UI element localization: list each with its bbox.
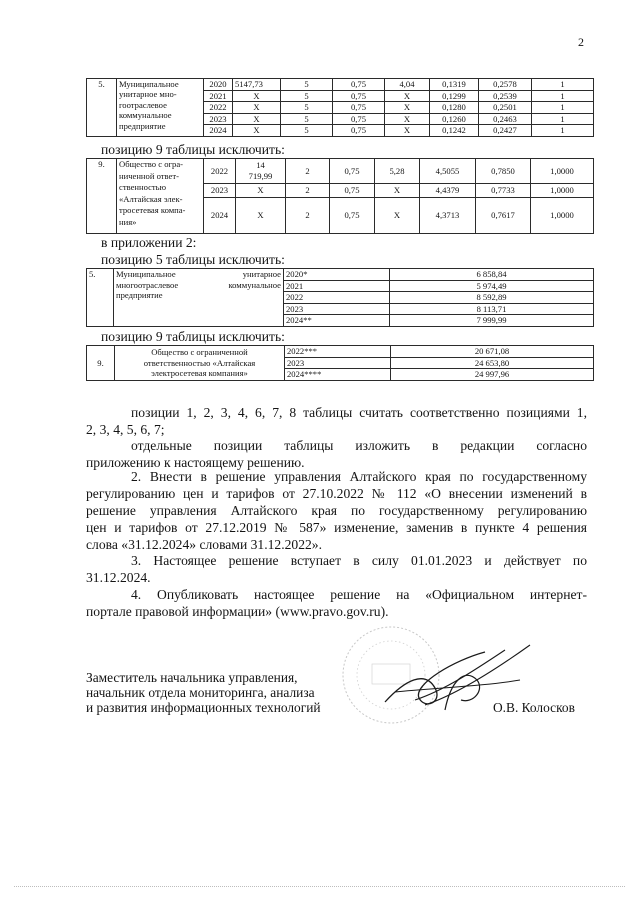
name-line: многоотраслевое коммунальное xyxy=(116,279,281,290)
cell: X xyxy=(236,184,286,198)
cell: 2022 xyxy=(204,159,236,184)
cell: 20 671,08 xyxy=(391,346,594,358)
name-line: ния» xyxy=(119,216,137,227)
name-line: Общество с ограниченной xyxy=(151,347,248,357)
name-line: предприятие xyxy=(119,120,166,131)
table-row xyxy=(87,269,594,281)
cell: 0,75 xyxy=(333,90,385,102)
text-line: приложению к настоящему решению. xyxy=(86,455,305,470)
cell: 0,1280 xyxy=(430,102,479,114)
text-line: цен и тарифов от 27.12.2019 № 587» изменение, заменив в пункте 4 решения xyxy=(86,520,587,535)
heading-exclude-5: позицию 5 таблицы исключить: xyxy=(101,252,285,267)
position-number: 9. xyxy=(87,346,115,381)
cell: X xyxy=(236,198,286,234)
cell: X xyxy=(385,113,430,125)
cell: 1 xyxy=(532,90,594,102)
cell: X xyxy=(233,90,281,102)
cell: 1,0000 xyxy=(531,159,594,184)
cell: 0,1260 xyxy=(430,113,479,125)
text-line: портале правовой информации» (www.pravo.gov.ru). xyxy=(86,604,389,619)
cell: 5 xyxy=(281,90,333,102)
cell-line: 14 xyxy=(256,160,265,171)
cell: X xyxy=(233,125,281,137)
cell: 2023 xyxy=(284,303,390,315)
name-line: предприятие xyxy=(116,290,163,301)
organization-name xyxy=(114,269,284,327)
table-row xyxy=(87,346,594,358)
organization-name xyxy=(117,79,204,137)
cell: 0,2501 xyxy=(479,102,532,114)
cell: 0,75 xyxy=(330,184,375,198)
name-line: гоотраслевое xyxy=(119,99,167,110)
cell: 0,75 xyxy=(333,113,385,125)
cell: 4,04 xyxy=(385,79,430,91)
signatory-name: О.В. Колосков xyxy=(493,700,575,715)
cell: 4,4379 xyxy=(420,184,476,198)
cell: 5,28 xyxy=(375,159,420,184)
cell xyxy=(236,159,286,184)
cell: 2023 xyxy=(204,113,233,125)
name-line: унитарное мно- xyxy=(119,89,177,100)
cell: 5 974,49 xyxy=(390,280,594,292)
cell: 2024** xyxy=(284,315,390,327)
cell: 2 xyxy=(286,198,330,234)
table-row xyxy=(87,159,594,184)
cell: 2022 xyxy=(284,292,390,304)
cell: 2021 xyxy=(284,280,390,292)
cell: X xyxy=(375,184,420,198)
cell: 5 xyxy=(281,125,333,137)
cell: 2020 xyxy=(204,79,233,91)
cell: 4,5055 xyxy=(420,159,476,184)
cell: 0,2578 xyxy=(479,79,532,91)
table-position-5 xyxy=(86,78,594,137)
cell: X xyxy=(233,113,281,125)
cell: 0,7617 xyxy=(476,198,531,234)
text-line: отдельные позиции таблицы изложить в редакции согласно xyxy=(131,438,587,453)
name-line: тросетевая компа- xyxy=(119,205,186,216)
cell: 0,7850 xyxy=(476,159,531,184)
heading-appendix-2: в приложении 2: xyxy=(101,235,197,250)
signatory-title-line-3: и развития информационных технологий xyxy=(86,700,321,715)
heading-exclude-9b: позицию 9 таблицы исключить: xyxy=(101,329,285,344)
cell: 0,1299 xyxy=(430,90,479,102)
cell: 2 xyxy=(286,184,330,198)
table-row xyxy=(87,79,594,91)
name-line: коммунальное xyxy=(119,110,172,121)
text-line: позиции 1, 2, 3, 4, 6, 7, 8 таблицы считать соответственно позициями 1, xyxy=(131,405,587,420)
cell: 24 997,96 xyxy=(391,369,594,381)
cell: 2022 xyxy=(204,102,233,114)
text-line: 4. Опубликовать настоящее решение на «Официальном интернет- xyxy=(131,587,587,602)
organization-name xyxy=(117,159,204,234)
cell: 8 113,71 xyxy=(390,303,594,315)
cell: 0,2427 xyxy=(479,125,532,137)
signatory-title-line-1: Заместитель начальника управления, xyxy=(86,670,298,685)
cell: 2 xyxy=(286,159,330,184)
cell: 2023 xyxy=(285,357,391,369)
cell: 1,0000 xyxy=(531,198,594,234)
organization-name xyxy=(115,346,285,381)
text-line: 2, 3, 4, 5, 6, 7; xyxy=(86,422,165,437)
name-line: «Алтайская элек- xyxy=(119,193,183,204)
cell: 0,75 xyxy=(330,159,375,184)
cell: 1 xyxy=(532,125,594,137)
cell: 5 xyxy=(281,79,333,91)
cell: X xyxy=(385,90,430,102)
text-line: слова «31.12.2024» словами 31.12.2022». xyxy=(86,537,322,552)
cell-line: 719,99 xyxy=(248,171,273,181)
cell: 1 xyxy=(532,102,594,114)
name-line: ответственностью «Алтайская xyxy=(143,357,256,368)
text-line: решение управления Алтайского края по государственному регулированию xyxy=(86,503,587,518)
cell: 1 xyxy=(532,79,594,91)
cell: 24 653,80 xyxy=(391,357,594,369)
cell: X xyxy=(385,125,430,137)
cell: 7 999,99 xyxy=(390,315,594,327)
cell: 2024 xyxy=(204,198,236,234)
cell: 2022*** xyxy=(285,346,391,358)
cell: 2024**** xyxy=(285,369,391,381)
cell: 0,75 xyxy=(333,79,385,91)
cell: 0,1319 xyxy=(430,79,479,91)
heading-exclude-9: позицию 9 таблицы исключить: xyxy=(101,142,285,157)
table-position-9 xyxy=(86,158,594,234)
text-line: 31.12.2024. xyxy=(86,570,151,585)
cell: 5 xyxy=(281,102,333,114)
cell: X xyxy=(233,102,281,114)
position-number: 5. xyxy=(87,79,117,137)
cell: 0,2539 xyxy=(479,90,532,102)
cell: 8 592,89 xyxy=(390,292,594,304)
cell: 0,75 xyxy=(333,102,385,114)
text-line: 2. Внести в решение управления Алтайского края по государственному xyxy=(131,469,587,484)
name-line: Муниципальное xyxy=(119,79,179,89)
position-number: 9. xyxy=(87,159,117,234)
text-line: 3. Настоящее решение вступает в силу 01.01.2023 и действует по xyxy=(131,553,587,568)
cell: 0,75 xyxy=(330,198,375,234)
signatory-title-line-2: начальник отдела мониторинга, анализа xyxy=(86,685,315,700)
cell: 5147,73 xyxy=(233,79,281,91)
cell: 0,2463 xyxy=(479,113,532,125)
name-line: электросетевая компания» xyxy=(151,368,248,379)
name-line: Муниципальное унитарное xyxy=(116,269,281,279)
cell: X xyxy=(375,198,420,234)
cell: 0,75 xyxy=(333,125,385,137)
name-line: ниченной ответ- xyxy=(119,170,179,181)
cell: 4,3713 xyxy=(420,198,476,234)
cell: 2023 xyxy=(204,184,236,198)
cell: 1 xyxy=(532,113,594,125)
cell: 2021 xyxy=(204,90,233,102)
cell: 2020* xyxy=(284,269,390,281)
name-line: Общество с огра- xyxy=(119,159,183,169)
table-appendix2-position-5 xyxy=(86,268,594,327)
table-appendix2-position-9 xyxy=(86,345,594,381)
cell: 6 858,84 xyxy=(390,269,594,281)
cell: X xyxy=(385,102,430,114)
cell: 2024 xyxy=(204,125,233,137)
cell: 0,7733 xyxy=(476,184,531,198)
position-number: 5. xyxy=(87,269,114,327)
name-line: ственностью xyxy=(119,182,167,193)
cell: 1,0000 xyxy=(531,184,594,198)
page-number: 2 xyxy=(578,35,584,49)
cell: 0,1242 xyxy=(430,125,479,137)
cell: 5 xyxy=(281,113,333,125)
scan-edge-divider xyxy=(14,886,625,889)
text-line: регулированию цен и тарифов от 27.10.2022 № 112 «О внесении изменений в xyxy=(86,486,587,501)
